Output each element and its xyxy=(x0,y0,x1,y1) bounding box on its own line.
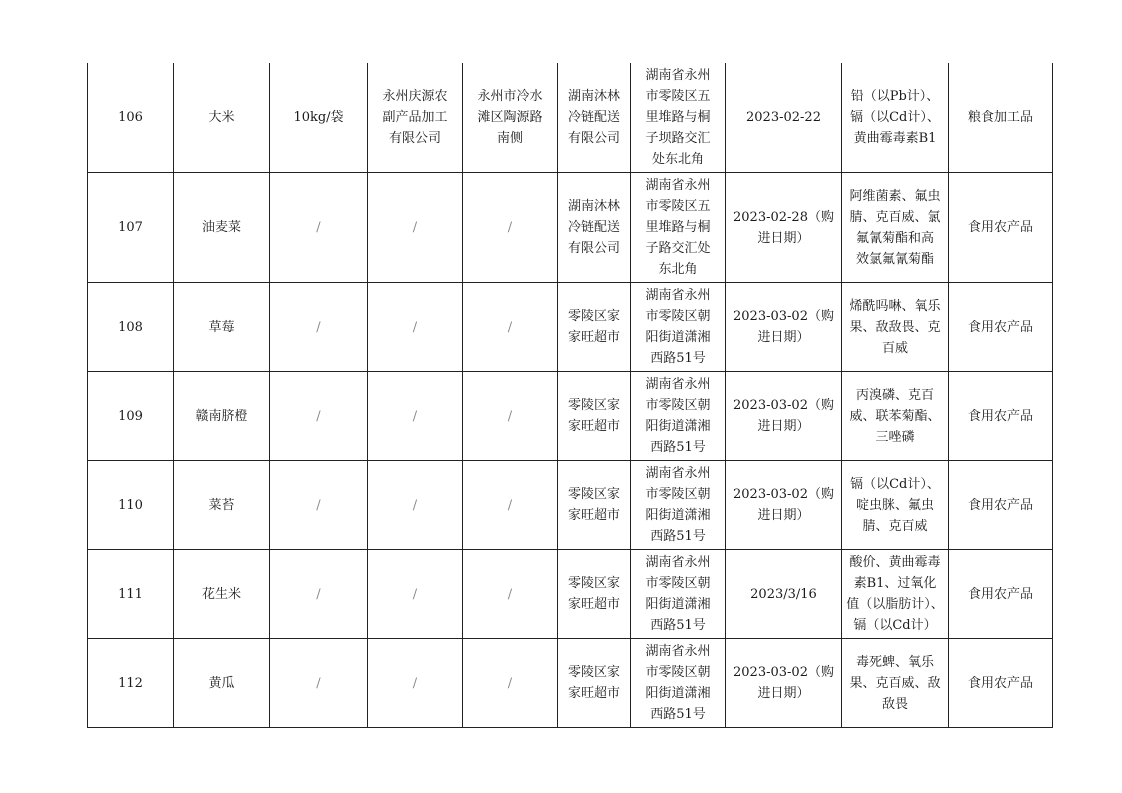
production-date: 2023-03-02（购 进日期） xyxy=(726,283,842,372)
sampled-unit-address: 湖南省永州 市零陵区五 里堆路与桐 子坝路交汇 处东北角 xyxy=(631,63,726,173)
sampling-table xyxy=(87,63,1053,728)
row-number: 110 xyxy=(88,461,174,550)
specification: / xyxy=(270,283,368,372)
manufacturer-name: / xyxy=(368,372,463,461)
specification: 10kg/袋 xyxy=(270,63,368,173)
production-date: 2023-02-28（购 进日期） xyxy=(726,173,842,283)
sampled-unit-address: 湖南省永州 市零陵区朝 阳街道潇湘 西路51号 xyxy=(631,372,726,461)
manufacturer-address: / xyxy=(463,372,558,461)
table-row xyxy=(88,372,1053,461)
sampled-unit-address: 湖南省永州 市零陵区朝 阳街道潇湘 西路51号 xyxy=(631,550,726,639)
food-category: 粮食加工品 xyxy=(949,63,1053,173)
specification: / xyxy=(270,550,368,639)
manufacturer-name: 永州庆源农 副产品加工 有限公司 xyxy=(368,63,463,173)
sample-name: 赣南脐橙 xyxy=(174,372,270,461)
sample-name: 草莓 xyxy=(174,283,270,372)
specification: / xyxy=(270,639,368,728)
failed-test-items: 毒死蜱、氧乐 果、克百威、敌 敌畏 xyxy=(842,639,949,728)
table-row xyxy=(88,639,1053,728)
food-category: 食用农产品 xyxy=(949,639,1053,728)
sampled-unit-name: 湖南沐林 冷链配送 有限公司 xyxy=(558,173,631,283)
failed-test-items: 烯酰吗啉、氧乐 果、敌敌畏、克 百威 xyxy=(842,283,949,372)
manufacturer-address: 永州市冷水 滩区陶源路 南侧 xyxy=(463,63,558,173)
sample-name: 油麦菜 xyxy=(174,173,270,283)
food-category: 食用农产品 xyxy=(949,283,1053,372)
production-date: 2023/3/16 xyxy=(726,550,842,639)
sample-name: 大米 xyxy=(174,63,270,173)
manufacturer-address: / xyxy=(463,461,558,550)
sampled-unit-address: 湖南省永州 市零陵区五 里堆路与桐 子路交汇处 东北角 xyxy=(631,173,726,283)
table-row xyxy=(88,173,1053,283)
failed-test-items: 酸价、黄曲霉毒 素B1、过氧化 值（以脂肪计）、 镉（以Cd计） xyxy=(842,550,949,639)
sampled-unit-name: 零陵区家 家旺超市 xyxy=(558,283,631,372)
manufacturer-name: / xyxy=(368,639,463,728)
table-row xyxy=(88,283,1053,372)
food-category: 食用农产品 xyxy=(949,550,1053,639)
failed-test-items: 丙溴磷、克百 威、联苯菊酯、 三唑磷 xyxy=(842,372,949,461)
row-number: 106 xyxy=(88,63,174,173)
table-row xyxy=(88,63,1053,173)
manufacturer-address: / xyxy=(463,639,558,728)
row-number: 112 xyxy=(88,639,174,728)
failed-test-items: 铅（以Pb计）、 镉（以Cd计）、 黄曲霉毒素B1 xyxy=(842,63,949,173)
row-number: 108 xyxy=(88,283,174,372)
sample-name: 花生米 xyxy=(174,550,270,639)
manufacturer-name: / xyxy=(368,550,463,639)
sampled-unit-name: 零陵区家 家旺超市 xyxy=(558,461,631,550)
row-number: 107 xyxy=(88,173,174,283)
sample-name: 菜苔 xyxy=(174,461,270,550)
table-row xyxy=(88,550,1053,639)
failed-test-items: 镉（以Cd计）、 啶虫脒、氟虫 腈、克百威 xyxy=(842,461,949,550)
sampled-unit-name: 零陵区家 家旺超市 xyxy=(558,372,631,461)
specification: / xyxy=(270,173,368,283)
production-date: 2023-03-02（购 进日期） xyxy=(726,372,842,461)
sampled-unit-name: 湖南沐林 冷链配送 有限公司 xyxy=(558,63,631,173)
sample-name: 黄瓜 xyxy=(174,639,270,728)
production-date: 2023-02-22 xyxy=(726,63,842,173)
manufacturer-name: / xyxy=(368,173,463,283)
sampled-unit-name: 零陵区家 家旺超市 xyxy=(558,550,631,639)
row-number: 111 xyxy=(88,550,174,639)
table-row xyxy=(88,461,1053,550)
manufacturer-name: / xyxy=(368,461,463,550)
specification: / xyxy=(270,461,368,550)
sampled-unit-address: 湖南省永州 市零陵区朝 阳街道潇湘 西路51号 xyxy=(631,283,726,372)
food-category: 食用农产品 xyxy=(949,372,1053,461)
production-date: 2023-03-02（购 进日期） xyxy=(726,639,842,728)
manufacturer-address: / xyxy=(463,173,558,283)
sampled-unit-address: 湖南省永州 市零陵区朝 阳街道潇湘 西路51号 xyxy=(631,461,726,550)
row-number: 109 xyxy=(88,372,174,461)
sampled-unit-address: 湖南省永州 市零陵区朝 阳街道潇湘 西路51号 xyxy=(631,639,726,728)
specification: / xyxy=(270,372,368,461)
manufacturer-address: / xyxy=(463,550,558,639)
food-category: 食用农产品 xyxy=(949,461,1053,550)
manufacturer-name: / xyxy=(368,283,463,372)
production-date: 2023-03-02（购 进日期） xyxy=(726,461,842,550)
sampled-unit-name: 零陵区家 家旺超市 xyxy=(558,639,631,728)
failed-test-items: 阿维菌素、氟虫 腈、克百威、氯 氟氰菊酯和高 效氯氟氰菊酯 xyxy=(842,173,949,283)
food-category: 食用农产品 xyxy=(949,173,1053,283)
manufacturer-address: / xyxy=(463,283,558,372)
